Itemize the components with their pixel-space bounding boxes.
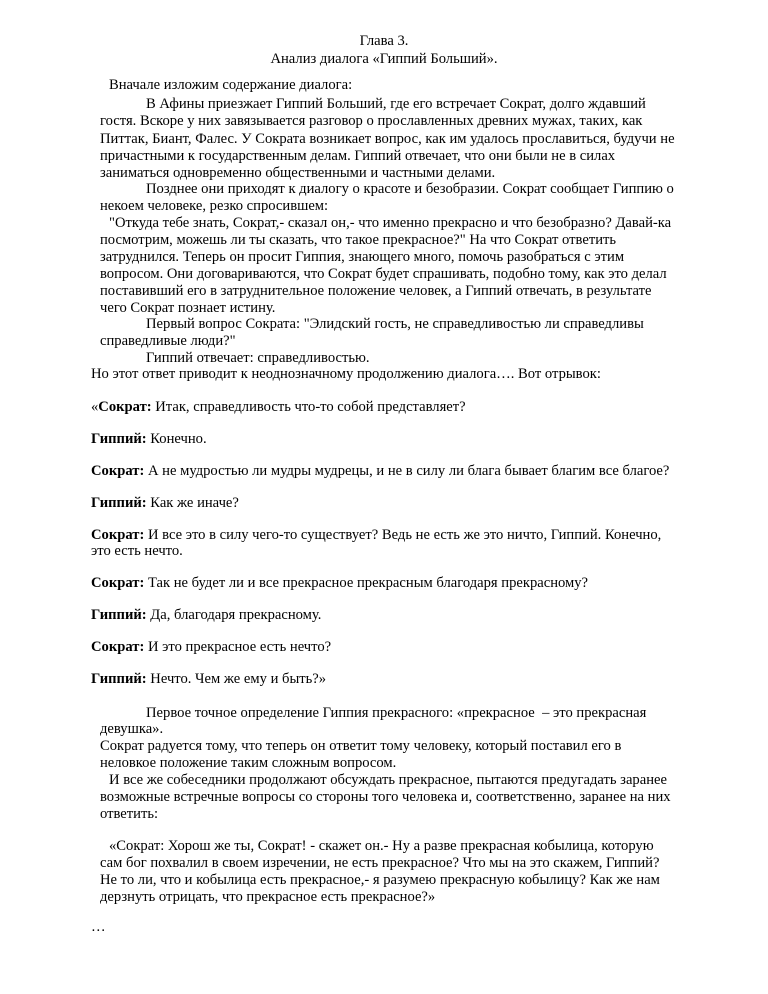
paragraph-line: В Афины приезжает Гиппий Больший, где его встречает Сократ, долго ждавший xyxy=(146,96,646,112)
paragraph-line: Питтак, Биант, Фалес. У Сократа возникает вопрос, как им удалось прославиться, будучи не xyxy=(100,131,675,147)
paragraph-line: Первый вопрос Сократа: "Элидский гость, не справедливостью ли справедливы xyxy=(146,316,644,332)
quote-line: сам бог похвалил в своем изречении, не есть прекрасное? Что мы на это скажем, Гиппий? xyxy=(100,855,660,871)
dialogue-line: это есть нечто. xyxy=(91,543,183,559)
paragraph-line: гостя. Вскоре у них завязывается разговор о прославленных древних мужах, таких, как xyxy=(100,113,643,129)
paragraph-line: Сократ радуется тому, что теперь он ответит тому человеку, который поставил его в xyxy=(100,738,622,754)
dialogue-line: «Сократ: Итак, справедливость что-то собой представляет? xyxy=(91,399,466,415)
paragraph-line: посмотрим, можешь ли ты сказать, что такое прекрасное?" На что Сократ ответить xyxy=(100,232,617,248)
paragraph-line: заниматься одновременно общественными и частными делами. xyxy=(100,165,496,181)
paragraph-line: некоем человеке, резко спросившем: xyxy=(100,198,329,214)
quote-line: дерзнуть отрицать, что прекрасное есть прекрасное?» xyxy=(100,889,436,905)
paragraph-line: причастными к государственным делам. Гиппий отвечает, что они были не в силах xyxy=(100,148,616,164)
paragraph-line: возможные встречные вопросы со стороны того человека и, соответственно, заранее на них xyxy=(100,789,671,805)
paragraph-line: И все же собеседники продолжают обсуждать прекрасное, пытаются предугадать заранее xyxy=(109,772,667,788)
dialogue-line: Гиппий: Как же иначе? xyxy=(91,495,239,511)
chapter-title: Анализ диалога «Гиппий Больший». xyxy=(270,51,498,67)
paragraph-line: Но этот ответ приводит к неоднозначному продолжению диалога…. Вот отрывок: xyxy=(91,366,601,382)
speaker-name: Гиппий: xyxy=(91,671,147,687)
paragraph-line: чего Сократ познает истину. xyxy=(100,300,276,316)
ellipsis: … xyxy=(91,919,106,935)
quote-line: «Сократ: Хорош же ты, Сократ! - скажет он.- Ну а разве прекрасная кобылица, которую xyxy=(109,838,654,854)
dialogue-line: Гиппий: Да, благодаря прекрасному. xyxy=(91,607,322,623)
dialogue-line: Сократ: И все это в силу чего-то существует? Ведь не есть же это ничто, Гиппий. Конечно, xyxy=(91,527,662,543)
paragraph-line: затруднился. Теперь он просит Гиппия, знающего много, помочь разобраться с этим xyxy=(100,249,625,265)
paragraph-line: неловкое положение таким сложным вопросом. xyxy=(100,755,397,771)
quote-line: Не то ли, что и кобылица есть прекрасное,- я разумею прекрасную кобылицу? Как же нам xyxy=(100,872,660,888)
paragraph-line: справедливые люди?" xyxy=(100,333,236,349)
speaker-name: Сократ: xyxy=(91,575,145,591)
dialogue-line: Гиппий: Конечно. xyxy=(91,431,207,447)
paragraph-line: ответить: xyxy=(100,806,159,822)
chapter-number: Глава 3. xyxy=(359,33,409,49)
paragraph-line: девушка». xyxy=(100,721,164,737)
paragraph-line: Гиппий отвечает: справедливостью. xyxy=(146,350,370,366)
speaker-name: Гиппий: xyxy=(91,607,147,623)
dialogue-line: Гиппий: Нечто. Чем же ему и быть?» xyxy=(91,671,327,687)
paragraph-line: Первое точное определение Гиппия прекрасного: «прекрасное – это прекрасная xyxy=(146,705,647,721)
paragraph-line: вопросом. Они договариваются, что Сократ будет спрашивать, подобно тому, как это делал xyxy=(100,266,667,282)
dialogue-line: Сократ: И это прекрасное есть нечто? xyxy=(91,639,332,655)
paragraph-line: Позднее они приходят к диалогу о красоте и безобразии. Сократ сообщает Гиппию о xyxy=(146,181,674,197)
speaker-name: Сократ: xyxy=(91,463,145,479)
speaker-name: Сократ: xyxy=(98,399,152,415)
intro-lead: Вначале изложим содержание диалога: xyxy=(109,77,353,93)
paragraph-line: поставивший его в затруднительное положение человек, а Гиппий отвечать, в результате xyxy=(100,283,652,299)
dialogue-line: Сократ: А не мудростью ли мудры мудрецы, и не в силу ли блага бывает благим все благое? xyxy=(91,463,670,479)
speaker-name: Гиппий: xyxy=(91,495,147,511)
dialogue-line: Сократ: Так не будет ли и все прекрасное прекрасным благодаря прекрасному? xyxy=(91,575,589,591)
speaker-name: Сократ: xyxy=(91,527,145,543)
speaker-name: Гиппий: xyxy=(91,431,147,447)
paragraph-line: "Откуда тебе знать, Сократ,- сказал он,- что именно прекрасно и что безобразно? Давай-ка xyxy=(109,215,672,231)
speaker-name: Сократ: xyxy=(91,639,145,655)
